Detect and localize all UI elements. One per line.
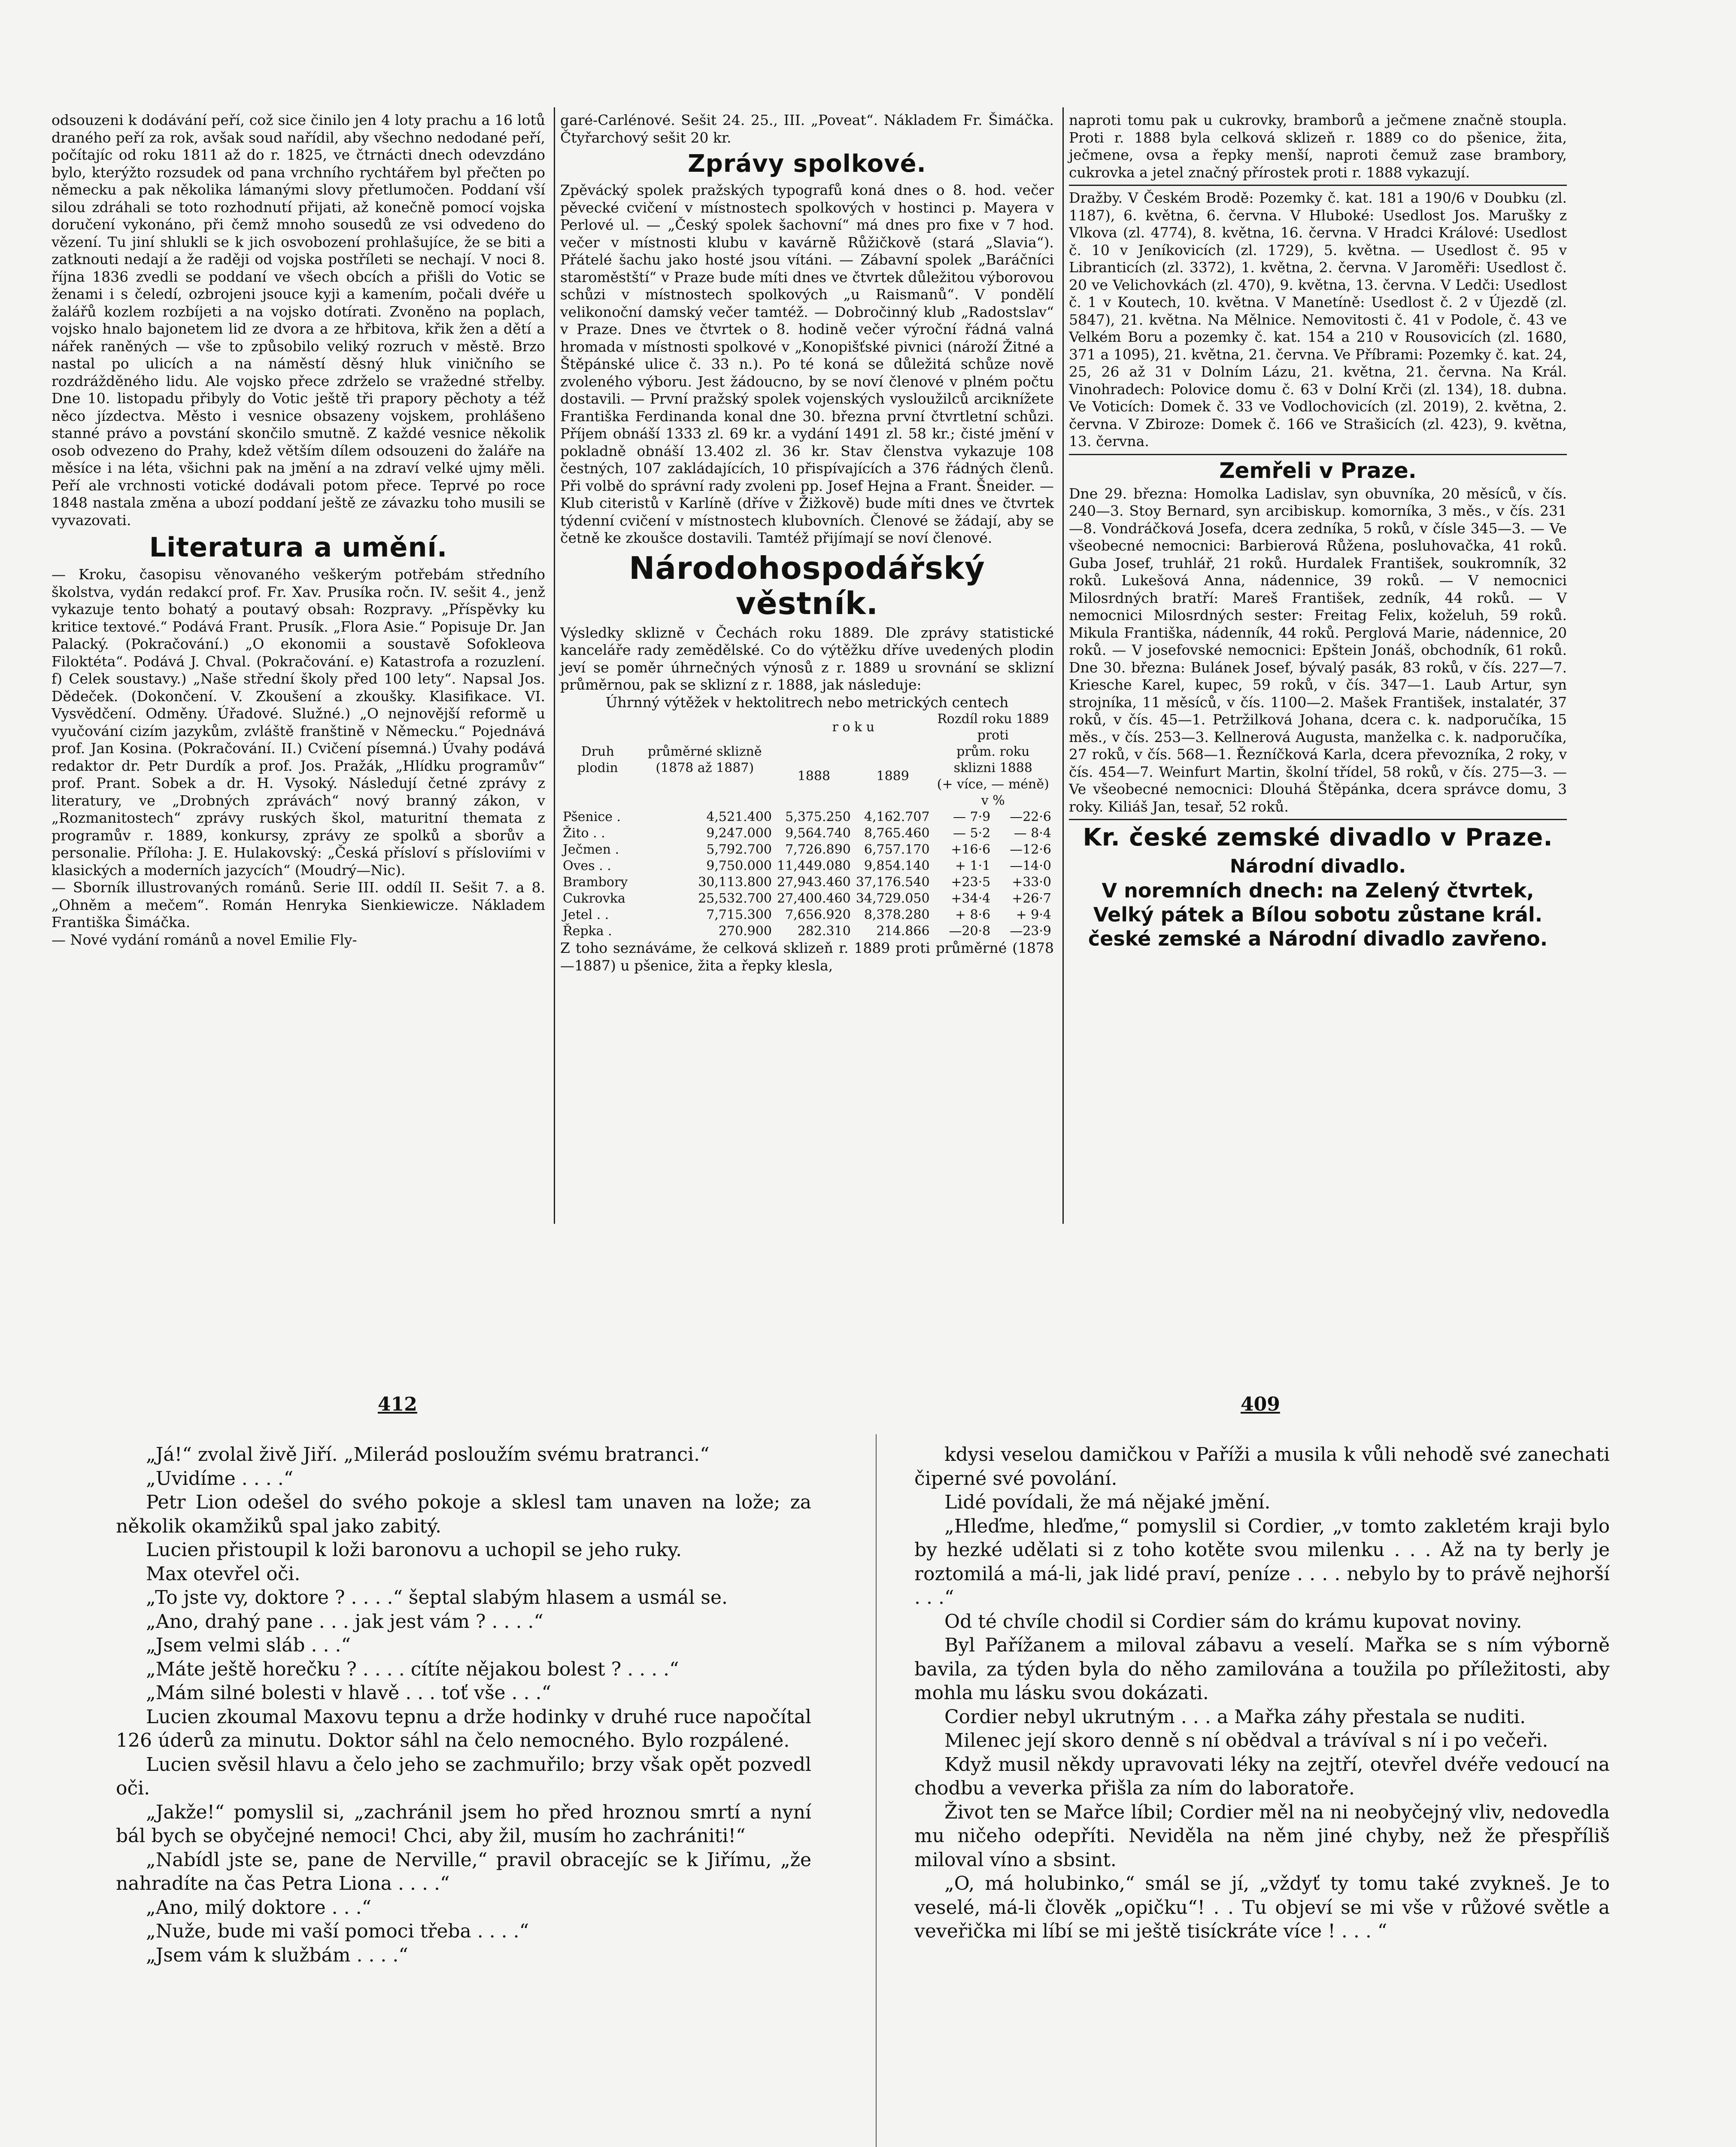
column-divider	[1062, 107, 1064, 1224]
novel-right-page	[914, 1443, 1610, 1943]
table-cell-d1: —20·8	[949, 924, 991, 939]
table-cell-d2: —22·6	[1010, 809, 1051, 824]
table-cell-d1: +16·6	[951, 842, 991, 857]
novel-paragraph: „Nuže, bude mi vaší pomoci třeba . . . .“	[146, 1920, 529, 1942]
table-cell-y88: 5,375.250	[785, 809, 851, 824]
table-cell-crop: Ječmen .	[563, 842, 619, 857]
novel-paragraph: „Uvidíme . . . .“	[146, 1467, 294, 1490]
table-cell-y88: 11,449.080	[777, 858, 851, 873]
table-cell-y88: 7,726.890	[785, 842, 851, 857]
th-1889: 1889	[876, 769, 909, 784]
column-3	[1069, 112, 1567, 951]
table-cell-y89: 8,765.460	[864, 826, 930, 841]
novel-paragraph: Když musil někdy upravovati léky na zejtří, otevřel dvéře vedoucí na chodbu a veverka přišla za ním do laboratoře.	[914, 1753, 1610, 1799]
table-cell-d1: — 7·9	[953, 809, 991, 824]
column-2	[560, 112, 1054, 974]
table-row	[560, 809, 1054, 825]
theatre-notice: V noremních dnech: na Zelený čtvrtek, Velký pátek a Bílou sobotu zůstane král. české zemské a Národní divadlo zavřeno.	[1088, 879, 1548, 950]
table-cell-d2: —23·9	[1010, 924, 1051, 939]
table-cell-avg: 4,521.400	[706, 809, 772, 824]
novel-paragraph: „Já!“ zvolal živě Jiří. „Milerád posloužím svému bratranci.“	[146, 1444, 710, 1466]
table-cell-avg: 5,792.700	[706, 842, 772, 857]
article-spolky: Zpěvácký spolek pražských typografů koná dnes o 8. hod. večer pěvecké cvičení v místnostech spolkových v hostinci p. Mayera v Perlové ul. — „Český spolek šachovní“ má dnes pro fixe v 7 hod. večer v místnosti klubu v kavárně Růžičkově (stará „Slavia“). Přátelé šachu jako hosté jsou vítáni. — Zábavní spolek „Baráčníci staroměstští“ v Praze bude míti dnes ve čtvrtek důležitou výborovou schůzi v místnostech spolkových „u Raismanů“. V pondělí velikonoční damský večer tamtéž. — Dobročinný klub „Radostslav“ v Praze. Dnes ve čtvrtek o 8. hodině večer výroční řádná valná hromada v místnosti spolkové v „Konopišťské pivnici (nároží Žitné a Štěpánské ulice č. 33 n.). Po té koná se důležitá schůze nově zvoleného výboru. Jest žádoucno, by se noví členové v plném počtu dostavili. — První pražský spolek vojenských vysloužilců arciknížete Františka Ferdinanda konal dne 30. března první čtvrtletní schůzi. Příjem obnáší 1333 zl. 69 kr. a vydání 1491 zl. 58 kr.; čisté jmění v pokladně obnáší 13.402 zl. 36 kr. Stav členstva vykazuje 108 čestných, 107 zakládajících, 10 přispívajících a 376 řádných členů. Při volbě do správní rady zvoleni pp. Josef Hejna a Frant. Šneider. — Klub citeristů v Karlíně (dříve v Žižkově) bude míti dnes ve čtvrtek týdenní cvičení v místnostech klubovních. Členové se žádají, aby se četně ke zkoušce dostavili. Tamtéž přijímají se noví členové.	[560, 182, 1054, 546]
th-prumer: průměrné sklizně (1878 až 1887)	[647, 744, 762, 775]
table-cell-y89: 8,378.280	[864, 907, 930, 922]
table-cell-crop: Brambory	[563, 875, 628, 890]
th-rozdil: Rozdíl roku 1889 proti	[937, 712, 1049, 743]
table-cell-d2: —14·0	[1010, 858, 1051, 873]
novel-paragraph: Petr Lion odešel do svého pokoje a sklesl tam unaven na lože; za několik okamžiků spal jako zabitý.	[116, 1491, 811, 1537]
novel-paragraph: Lucien svěsil hlavu a čelo jeho se zachmuřilo; brzy však opět pozvedl oči.	[116, 1753, 811, 1799]
novel-paragraph: Lidé povídali, že má nějaké jmění.	[944, 1491, 1271, 1513]
novel-paragraph: „Nabídl jste se, pane de Nerville,“ pravil obracejíc se k Jiřímu, „že nahradíte na čas Petra Liona . . . .“	[116, 1849, 811, 1895]
column-1	[52, 112, 545, 949]
table-cell-avg: 9,750.000	[706, 858, 772, 873]
table-row	[560, 874, 1054, 891]
novel-paragraph: „Jsem velmi sláb . . .“	[146, 1634, 351, 1656]
harvest-table	[560, 711, 1054, 940]
novel-paragraph: „Máte ještě horečku ? . . . . cítíte nějakou bolest ? . . . .“	[146, 1658, 679, 1680]
article-flygare-cont: garé-Carlénové. Sešit 24. 25., III. „Poveat“. Nákladem Fr. Šimáčka. Čtyřarchový sešit 20 kr.	[560, 112, 1054, 146]
table-cell-d1: + 8·6	[955, 907, 991, 922]
article-sklizen: Výsledky sklizně v Čechách roku 1889. Dle zprávy statistické kanceláře rady zemědělské. Co do výtěžku dříve uvedených plodin jeví se poměr úhrnečných výnosů z r. 1889 u srovnání se sklizní průměrnou, pak se sklizní z r. 1888, jak následuje:	[560, 624, 1054, 693]
table-cell-d2: +26·7	[1012, 891, 1051, 906]
th-roku: r o k u	[832, 720, 875, 735]
table-cell-y89: 9,854.140	[864, 858, 930, 873]
article-zemreli: Dne 29. března: Homolka Ladislav, syn obuvníka, 20 měsíců, v čís. 240—3. Stoy Bernard, syn arcibiskup. komorníka, 3 měs., v čís. 231—8. Vondráčková Josefa, dcera zedníka, 5 roků, v čísle 345—3. — Ve všeobecné nemocnici: Barbierová Růžena, posluhovačka, 41 roků. Guba Josef, truhlář, 21 roků. Hurdalek František, soukromník, 32 roků. Lukešová Anna, nádennice, 39 roků. — V nemocnici Milosrdných bratří: Mareš František, zedník, 44 roků. — V nemocnici Milosrdných sester: Freitag Felix, koželuh, 59 roků. Mikula Františka, nádenník, 44 roků. Perglová Marie, nádennice, 20 roků. — V josefovské nemocnici: Epštein Jonáš, obchodník, 61 roků. Dne 30. března: Bulánek Josef, bývalý pasák, 83 roků, v čís. 227—7. Kriesche Karel, kupec, 59 roků, v čís. 347—1. Laub Artur, syn strojníka, 11 měsíců, v čís. 1100—2. Mašek František, instalatér, 37 roků, v čís. 45—1. Petržilková Johana, dcera c. k. nadporučíka, 15 měs., v čís. 253—3. Kellnerová Augusta, manželka c. k. nadporučíka, 27 roků, v čís. 568—1. Řezníčková Karla, dcera převozníka, 2 roky, v čís. 454—7. Weinfurt Martin, školní třídel, 58 roků, v čís. 275—3. — Ve všeobecné nemocnici: Dlouhá Štěpánka, dcera správce domu, 3 roky. Kiliáš Jan, tesař, 52 roků.	[1069, 485, 1567, 815]
table-cell-avg: 7,715.300	[706, 907, 772, 922]
novel-paragraph: „Jakže!“ pomyslil si, „zachránil jsem ho před hroznou smrtí a nyní bál bych se obyčejné nemoci! Chci, aby žil, musím ho zachrániti!“	[116, 1801, 811, 1847]
novel-paragraph: kdysi veselou damičkou v Paříži a musila k vůli nehodě své zanechati čiperné své povolání.	[914, 1444, 1610, 1490]
novel-paragraph: „Hleďme, hleďme,“ pomyslil si Cordier, „v tomto zakletém kraji bylo by hezké udělati si z toho kotěte svou milenku . . . Až na ty berly je roztomilá a má-li, jak lidé praví, peníze . . . . nebylo by to právě nejhorší . . .“	[914, 1515, 1610, 1609]
heading-theatre: Kr. české zemské divadlo v Praze.	[1083, 824, 1553, 852]
th-rozdil-note: (+ více, — méně) v %	[937, 777, 1049, 808]
table-cell-d1: + 1·1	[955, 858, 991, 873]
table-row	[560, 907, 1054, 923]
table-cell-y88: 27,400.460	[777, 891, 851, 906]
novel-paragraph: Milenec její skoro denně s ní obědval a trávíval s ní i po večeři.	[944, 1730, 1548, 1752]
article-flygare: — Nové vydání románů a novel Emilie Fly-	[52, 931, 357, 948]
article-sbornik: — Sborník illustrovaných románů. Serie III. oddíl II. Sešit 7. a 8. „Ohněm a mečem“. Román Henryka Sienkiewicze. Nákladem Františka Šimáčka.	[52, 879, 545, 931]
table-cell-d2: + 9·4	[1016, 907, 1051, 922]
heading-literatura: Literatura a umění.	[149, 532, 448, 563]
table-cell-y89: 6,757.170	[864, 842, 930, 857]
table-cell-d2: — 8·4	[1014, 826, 1051, 841]
table-cell-d1: +23·5	[951, 875, 991, 890]
heading-narodohospodarsky: Národohospodářský věstník.	[629, 550, 985, 621]
article-sklizen-conclusion: Z toho seznáváme, že celková sklizeň r. 1889 proti průměrné (1878—1887) u pšenice, žita a řepky klesla,	[560, 940, 1054, 974]
table-cell-d1: — 5·2	[953, 826, 991, 841]
page-number-right: 409	[1241, 1393, 1280, 1415]
table-cell-crop: Jetel . .	[563, 907, 609, 922]
table-cell-crop: Pšenice .	[563, 809, 621, 824]
table-cell-avg: 9,247.000	[706, 826, 772, 841]
table-cell-d2: —12·6	[1010, 842, 1051, 857]
table-row	[560, 923, 1054, 940]
table-cell-d2: +33·0	[1012, 875, 1051, 890]
table-cell-crop: Oves . .	[563, 858, 611, 873]
table-cell-y88: 282.310	[797, 924, 851, 939]
table-cell-y89: 214.866	[876, 924, 930, 939]
novel-paragraph: Lucien zkoumal Maxovu tepnu a drže hodinky v druhé ruce napočítal 126 úderů za minutu. Doktor sáhl na čelo nemocného. Bylo rozpálené.	[116, 1706, 811, 1752]
table-cell-y88: 7,656.920	[785, 907, 851, 922]
th-1888: 1888	[797, 769, 831, 784]
table-cell-y88: 9,564.740	[785, 826, 851, 841]
heading-narodni-divadlo: Národní divadlo.	[1229, 855, 1406, 877]
novel-paragraph: Cordier nebyl ukrutným . . . a Mařka záhy přestala se nuditi.	[944, 1706, 1526, 1728]
table-cell-crop: Řepka .	[563, 924, 612, 939]
table-cell-crop: Cukrovka	[563, 891, 625, 906]
heading-zemreli: Zemřeli v Praze.	[1219, 458, 1417, 483]
table-row	[560, 842, 1054, 858]
heading-zpravy-spolkove: Zprávy spolkové.	[688, 150, 926, 178]
table-row	[560, 825, 1054, 842]
table-cell-avg: 25,532.700	[698, 891, 772, 906]
novel-paragraph: Život ten se Mařce líbil; Cordier měl na ni neobyčejný vliv, nedovedla mu ničeho odepříti. Neviděla na něm jiné chyby, než že přespříliš miloval víno a sbsint.	[914, 1801, 1610, 1871]
th-druh: Druh plodin	[577, 744, 618, 775]
article-drazby: Dražby. V Českém Brodě: Pozemky č. kat. 181 a 190/6 v Doubku (zl. 1187), 6. května, 6. června. V Hluboké: Usedlost Jos. Marušky z Vlkova (zl. 4774), 8. května, 16. června. V Hradci Králové: Usedlost č. 10 v Jeníkovicích (zl. 1729), 5. května. — Usedlost č. 95 v Libranticích (zl. 3372), 1. května, 2. června. V Jaroměři: Usedlost č. 20 ve Velichovkách (zl. 470), 9. května, 13. června. V Ledči: Usedlost č. 1 v Koutech, 10. května. V Manetíně: Usedlost č. 2 v Újezdě (zl. 5847), 21. května. Na Mělnice. Nemovitosti č. 41 v Podole, č. 43 ve Velkém Boru a pozemky č. kat. 154 a 210 v Rousovicích (zl. 1680, 371 a 1095), 21. května, 21. června. Ve Příbrami: Pozemky č. kat. 24, 25, 26 až 31 v Dolním Lázu, 21. května, 21. června. Na Král. Vinohradech: Polovice domu č. 63 v Dolní Krči (zl. 134), 18. dubna. Ve Voticích: Domek č. 33 ve Vodlochovicích (zl. 2019), 2. května, 2. června. V Zbiroze: Domek č. 166 ve Strašicích (zl. 423), 9. května, 13. června.	[1069, 189, 1567, 450]
novel-paragraph: Lucien přistoupil k loži baronovu a uchopil se jeho ruky.	[146, 1539, 682, 1561]
table-cell-y88: 27,943.460	[777, 875, 851, 890]
page-fold	[876, 1434, 877, 2147]
novel-paragraph: „O, má holubinko,“ smál se jí, „vždyť ty tomu také zvykneš. Je to veselé, má-li člověk „opičku“! . . Tu objeví se mi vše v růžové světle a veveřička mi líbí se mi ještě tisíckráte více ! . . . “	[914, 1873, 1610, 1942]
novel-paragraph: „Ano, drahý pane . . . jak jest vám ? . . . .“	[146, 1610, 543, 1633]
article-votice: odsouzeni k dodávání peří, což sice činilo jen 4 loty prachu a 16 lotů draného peří za rok, avšak soud nařídil, aby všechno nedodané peří, počítajíc od roku 1811 až do r. 1825, ve čtrnácti dnech odevzdáno bylo, kterýžto rozsudek od pana vrchního rychtářem byl přečten po německu a pak několika lámanými slovy přetlumočen. Poddaní vší silou zdráhali se toto rozhodnutí přijati, až konečně pomocí vojska doručení vykonáno, při čemž mnoho sousedů ze vsi odvedeno do vězení. Tu jiní shlukli se k jich osvobození prohlašujíce, že se biti a zatknouti nedají a že raději od vojska postříleti se nechají. V noci 8. října 1836 zvedli se poddaní ve všech obcích a přišli do Votic se ženami i s čeledí, ozbrojeni jsouce kyji a kamením, počali dvéře u žalářů kozlem rozbíjeti a na vojsko dotírati. Zvoněno na poplach, vojsko hnalo bajonetem lid ze dvora a ze hřbitova, křik žen a dětí a nářek raněných — vše to způsobilo veliký rozruch v městě. Brzo nastal po ulicích a na náměstí děsný hluk viničního se rozdrážděného lidu. Ale vojsko přece zdrželo se vražedné střelby. Dne 10. listopadu přibyly do Votic ještě tři prapory pěchoty a též něco jízdectva. Město i vesnice obsazeny vojskem, prohlášeno stanné právo a povstání skončilo smutně. Z každé vesnice několik osob odvezeno do Prahy, kdež větším dílem odsouzeni do žaláře na měsíce i na léta, všichni pak na jmění a na zdraví velké ujmy měli. Peří ale vrchnosti votické dodávali potom přece. Teprvé po roce 1848 nastala změna a ubozí poddaní ještě ze závazku toho musili se vyvazovati.	[52, 112, 545, 529]
th-rozdil-sub: prům. roku sklizni 1888	[953, 744, 1032, 775]
article-krok: — Kroku, časopisu věnovaného veškerým potřebám středního školstva, vydán redakcí prof. Fr. Xav. Prusíka ročn. IV. sešit 4., jenž vykazuje tento bohatý a poutavý obsah: Rozpravy. „Příspěvky ku kritice textové.“ Podává Frant. Prusík. „Flora Asie.“ Popisuje Dr. Jan Palacký. (Pokračování.) „O ekonomii a soustavě Sofokleova Filoktéta“. Podává J. Chval. (Pokračování. e) Katastrofa a rozuzlení. f) Celek soustavy.) „Naše střední školy před 100 lety“. Napsal Jos. Dědeček. (Dokončení. V. Zkoušení a zkoušky. Klasifikace. VI. Vysvědčení. Odměny. Úřadové. Služné.) „O nejnovější reformě u vyučování cizím jazykům, zvláště franštině v Německu.“ Pojednává prof. Jan Kosina. (Pokračování. II.) Cvičení písemná.) Úvahy podává redaktor dr. Petr Durdík a prof. Jos. Pražák, „Hlídku programův“ prof. Prant. Sobek a dr. H. Vysoký. Následují četné zprávy z literatury, ve „Drobných zprávách“ nový branný zákon, v „Rozmanitostech“ zprávy ruských škol, maturitní themata z programův r. 1889, konkursy, zprávy ze spolků a sborův a personalie. Příloha: J. E. Hulakovský: „Česká přísloví s přísloviími v klasických a moderních jazycích“ (Moudrý—Nic).	[52, 566, 545, 879]
page-number-left: 412	[378, 1393, 417, 1415]
table-cell-crop: Žito . .	[563, 826, 605, 841]
table-row	[560, 891, 1054, 907]
table-cell-avg: 30,113.800	[698, 875, 772, 890]
novel-paragraph: Od té chvíle chodil si Cordier sám do krámu kupovat noviny.	[944, 1610, 1522, 1633]
novel-paragraph: „Ano, milý doktore . . .“	[146, 1896, 372, 1919]
novel-paragraph: „To jste vy, doktore ? . . . .“ šeptal slabým hlasem a usmál se.	[146, 1587, 728, 1609]
column-divider	[554, 107, 555, 1224]
table-cell-y89: 34,729.050	[856, 891, 930, 906]
table-caption: Úhrnný výtěžek v hektolitrech nebo metrických centech	[605, 693, 1009, 711]
table-cell-d1: +34·4	[951, 891, 991, 906]
novel-paragraph: „Jsem vám k službám . . . .“	[146, 1944, 408, 1966]
section-divider	[1069, 454, 1567, 455]
table-cell-y89: 4,162.707	[864, 809, 930, 824]
table-cell-avg: 270.900	[718, 924, 772, 939]
novel-paragraph: Max otevřel oči.	[146, 1563, 300, 1585]
novel-paragraph: Byl Pařížanem a miloval zábavu a veselí. Mařka se s ním výborně bavila, za týden byla do něho zamilována a toužila po příležitosti, aby mohla mu lásku svou dokázati.	[914, 1634, 1610, 1704]
table-row	[560, 858, 1054, 874]
table-cell-y89: 37,176.540	[856, 875, 930, 890]
section-divider	[1069, 819, 1567, 820]
novel-left-page	[116, 1443, 811, 1967]
novel-paragraph: „Mám silné bolesti v hlavě . . . toť vše . . .“	[146, 1682, 551, 1704]
article-sklizen-cont: naproti tomu pak u cukrovky, bramborů a ječmene značně stoupla. Proti r. 1888 byla celková sklizeň r. 1889 co do pšenice, žita, ječmene, ovsa a řepky menší, naproti čemuž zase brambory, cukrovka a jetel značný přírostek proti r. 1888 vykazují.	[1069, 112, 1567, 181]
section-divider	[1069, 185, 1567, 186]
